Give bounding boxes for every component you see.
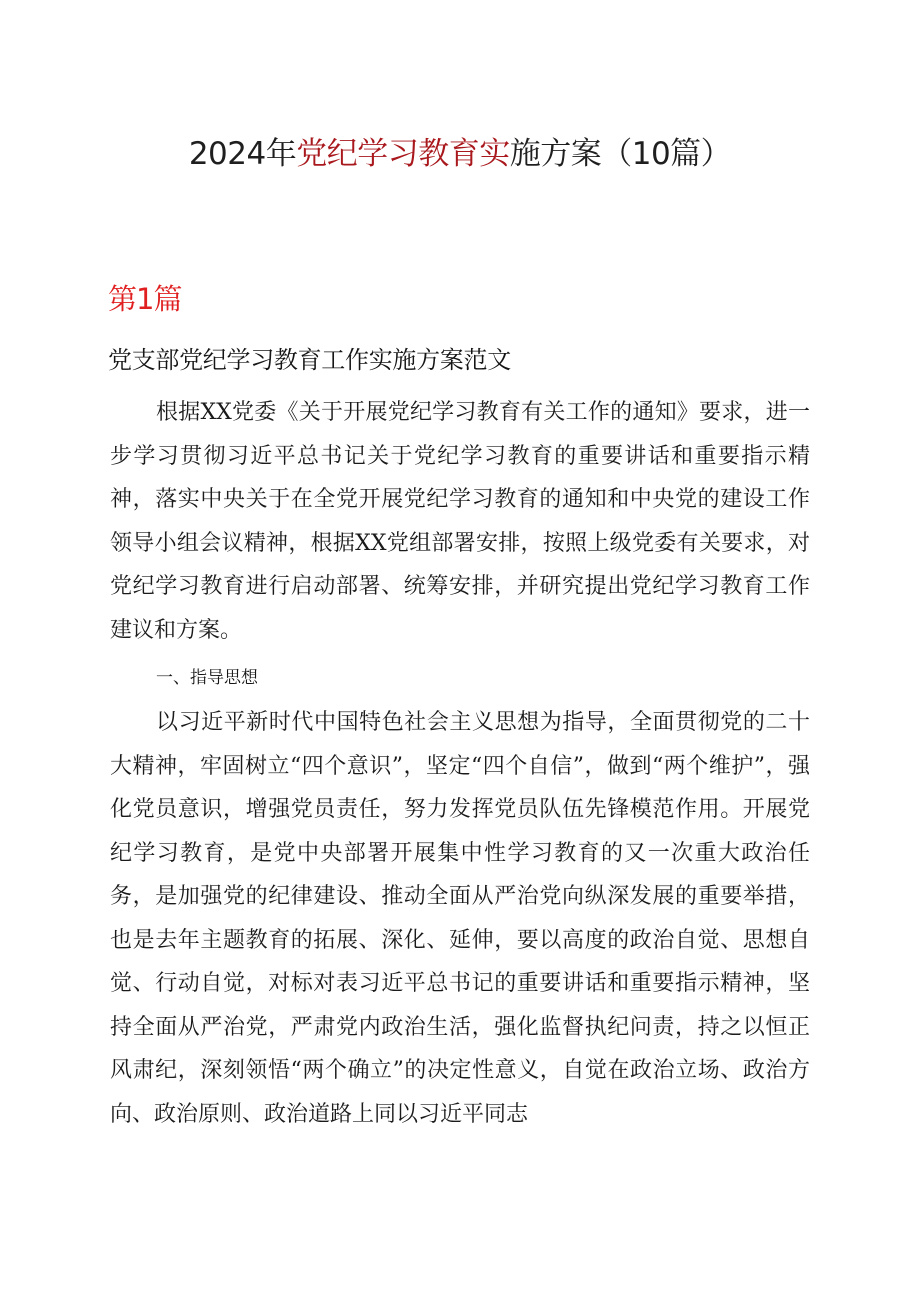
section-paragraph: 以习近平新时代中国特色社会主义思想为指导，全面贯彻党的二十大精神，牢固树立“四个意识”，坚定“四个自信”，做到“两个维护”，强化党员意识，增强党员责任，努力发挥党员队伍先锋模范作用。开展党纪学习教育，是党中央部署开展集中性学习教育的又一次重大政治任务，是加强党的纪律建设、推动全面从严治党向纵深发展的重要举措，也是去年主题教育的拓展、深化、延伸，要以高度的政治自觉、思想自觉、行动自觉，对标对表习近平总书记的重要讲话和重要指示精神，坚持全面从严治党，严肃党内政治生活，强化监督执纪问责，持之以恒正风肃纪，深刻领悟“两个确立”的决定性意义，自觉在政治立场、政治方向、政治原则、政治道路上同以习近平同志 — [110, 710, 810, 1127]
section-heading: 一、指导思想 — [156, 668, 258, 688]
title-year: 2024年 — [188, 136, 297, 172]
document-title — [0, 132, 920, 176]
title-rest: 施方案（10篇） — [509, 136, 732, 172]
chapter-label: 第1篇 — [108, 282, 182, 316]
title-highlight: 党纪学习教育实 — [296, 136, 510, 172]
intro-paragraph: 根据XX党委《关于开展党纪学习教育有关工作的通知》要求，进一步学习贯彻习近平总书记关于党纪学习教育的重要讲话和重要指示精神，落实中央关于在全党开展党纪学习教育的通知和中央党的建设工作领导小组会议精神，根据XX党组部署安排，按照上级党委有关要求，对党纪学习教育进行启动部署、统筹安排，并研究提出党纪学习教育工作建议和方案。 — [110, 400, 810, 643]
article-subtitle: 党支部党纪学习教育工作实施方案范文 — [108, 346, 511, 374]
